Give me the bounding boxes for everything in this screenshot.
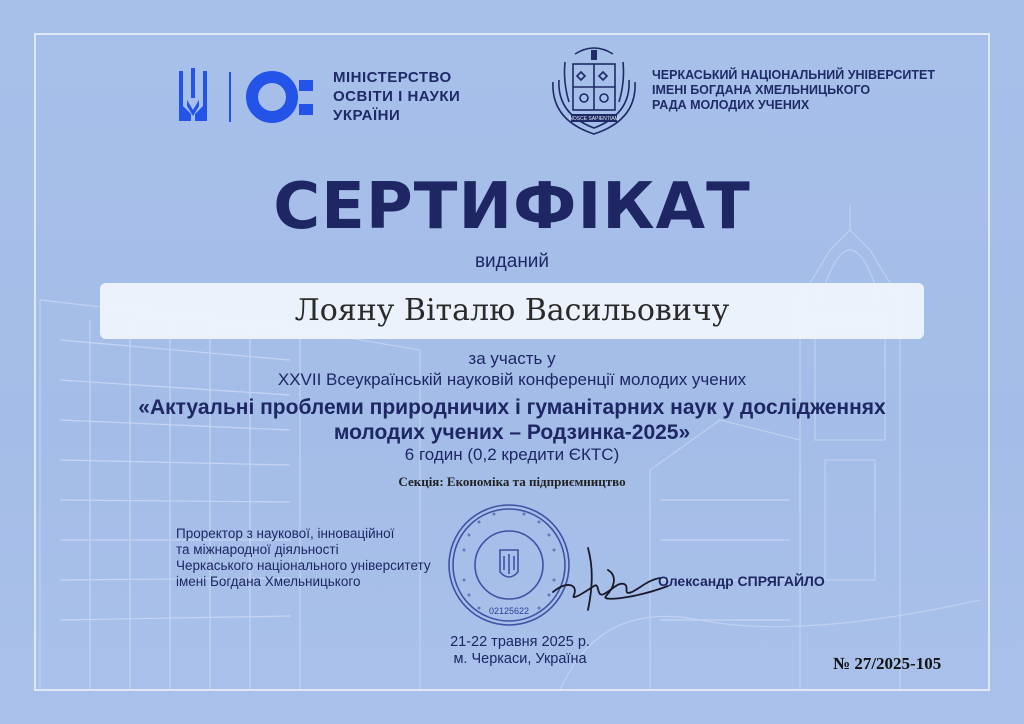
- university-line: РАДА МОЛОДИХ УЧЕНИХ: [652, 98, 810, 112]
- trident-and-O-equals-icon: [173, 66, 323, 130]
- position-line: Проректор з наукової, інноваційної: [176, 526, 395, 541]
- recipient-name: Лояну Віталю Васильовичу: [294, 293, 730, 328]
- conference-topic-line1: «Актуальні проблеми природничих і гуманітарних наук у дослідженнях: [138, 396, 886, 419]
- ministry-name: [333, 68, 460, 125]
- university-name: [652, 68, 935, 113]
- position-line: імені Богдана Хмельницького: [176, 574, 361, 589]
- section-name: Секція: Економіка та підприємництво: [398, 474, 626, 489]
- hours-credits: 6 годин (0,2 кредити ЄКТС): [404, 445, 620, 464]
- event-place: м. Черкаси, Україна: [453, 651, 587, 667]
- event-dates: 21-22 травня 2025 р.: [450, 634, 590, 650]
- recipient-box: [100, 283, 924, 339]
- university-crest-icon: [545, 42, 643, 138]
- position-line: Черкаського національного університету: [176, 558, 431, 573]
- ministry-line: УКРАЇНИ: [333, 107, 401, 124]
- participation-text: за участь у: [468, 349, 556, 368]
- crest-motto: NOSCE SAPIENTIAM: [569, 116, 619, 122]
- signatory-name: Олександр СПРЯГАЙЛО: [658, 573, 825, 589]
- ministry-line: ОСВІТИ І НАУКИ: [333, 88, 461, 105]
- position-line: та міжнародної діяльності: [176, 542, 339, 557]
- certificate-title: СЕРТИФІКАТ: [273, 170, 751, 244]
- conference-name: XXVII Всеукраїнській науковій конференції молодих учених: [277, 370, 747, 389]
- issued-to-label: виданий: [474, 251, 550, 272]
- signatory-position: [176, 526, 431, 590]
- university-line: ЧЕРКАСЬКИЙ НАЦІОНАЛЬНИЙ УНІВЕРСИТЕТ: [652, 68, 935, 82]
- event-date-place: [400, 634, 640, 668]
- university-line: ІМЕНІ БОГДАНА ХМЕЛЬНИЦЬКОГО: [652, 83, 871, 97]
- certificate-number: № 27/2025-105: [833, 654, 942, 673]
- ministry-line: МІНІСТЕРСТВО: [333, 69, 452, 86]
- conference-topic-line2: молодих учених – Родзинка-2025»: [333, 421, 691, 444]
- stamp-code: 02125622: [488, 606, 530, 616]
- ministry-logo: [173, 66, 503, 130]
